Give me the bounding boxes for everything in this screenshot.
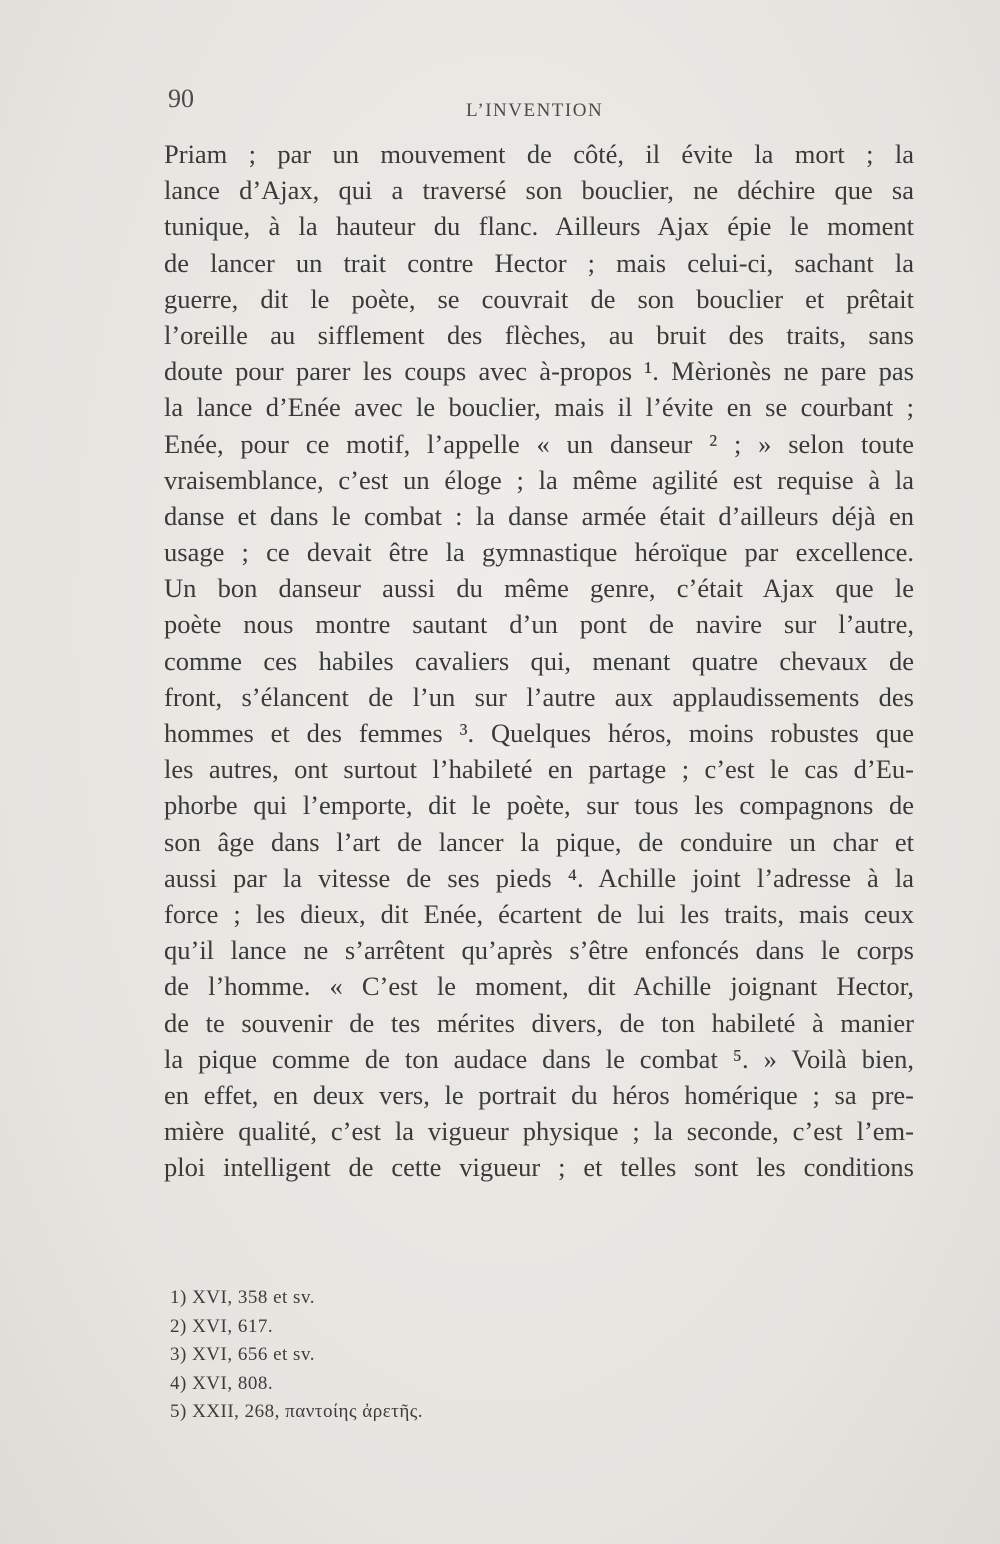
text-line: force ; les dieux, dit Enée, écartent de lui les traits, mais ceux xyxy=(164,898,914,929)
text-line: vraisemblance, c’est un éloge ; la même agilité est requise à la xyxy=(164,464,914,495)
text-line: phorbe qui l’emporte, dit le poète, sur tous les compagnons de xyxy=(164,790,914,821)
text-line: mière qualité, c’est la vigueur physique ; la seconde, c’est l’em- xyxy=(164,1116,914,1147)
text-line: hommes et des femmes ³. Quelques héros, moins robustes que xyxy=(164,718,914,748)
text-line: front, s’élancent de l’un sur l’autre aux applaudissements des xyxy=(164,681,914,712)
text-line: qu’il lance ne s’arrêtent qu’après s’être enfoncés dans le corps xyxy=(164,935,914,966)
text-line: poète nous montre sautant d’un pont de navire sur l’autre, xyxy=(164,609,914,640)
text-line: de te souvenir de tes mérites divers, de ton habileté à manier xyxy=(164,1007,914,1038)
text-line: Enée, pour ce motif, l’appelle « un danseur ² ; » selon toute xyxy=(164,428,914,459)
text-line: de lancer un trait contre Hector ; mais celui-ci, sachant la xyxy=(164,247,914,278)
text-line: de l’homme. « C’est le moment, dit Achille joignant Hector, xyxy=(164,971,914,1002)
text-line: doute pour parer les coups avec à-propos ¹. Mèrionès ne pare pas xyxy=(164,356,914,387)
text-line: les autres, ont surtout l’habileté en partage ; c’est le cas d’Eu- xyxy=(164,754,914,785)
text-line: aussi par la vitesse de ses pieds ⁴. Achille joint l’adresse à la xyxy=(164,862,914,893)
text-line: son âge dans l’art de lancer la pique, de conduire un char et xyxy=(164,826,914,857)
footnote: 3) XVI, 656 et sv. xyxy=(170,1344,315,1365)
footnote: 2) XVI, 617. xyxy=(170,1315,274,1337)
text-line: comme ces habiles cavaliers qui, menant quatre chevaux de xyxy=(164,645,914,676)
text-line: Priam ; par un mouvement de côté, il évite la mort ; la xyxy=(164,139,914,169)
text-line: guerre, dit le poète, se couvrait de son bouclier et prêtait xyxy=(164,283,914,314)
text-line: ploi intelligent de cette vigueur ; et telles sont les conditions xyxy=(164,1152,914,1183)
running-title: L’INVENTION xyxy=(466,100,604,121)
text-line: l’oreille au sifflement des flèches, au bruit des traits, sans xyxy=(164,319,914,350)
body-text xyxy=(164,136,914,1185)
footnote: 4) XVI, 808. xyxy=(170,1372,274,1394)
text-line: la pique comme de ton audace dans le combat ⁵. » Voilà bien, xyxy=(164,1043,914,1074)
text-line: danse et dans le combat : la danse armée était d’ailleurs déjà en xyxy=(164,500,914,531)
footnote: 1) XVI, 358 et sv. xyxy=(170,1287,315,1308)
text-line: usage ; ce devait être la gymnastique héroïque par excellence. xyxy=(164,537,914,568)
page-number: 90 xyxy=(168,84,194,113)
text-line: tunique, à la hauteur du flanc. Ailleurs Ajax épie le moment xyxy=(164,211,914,242)
text-line: lance d’Ajax, qui a traversé son bouclier, ne déchire que sa xyxy=(164,175,914,206)
footnotes xyxy=(170,1284,670,1427)
text-line: en effet, en deux vers, le portrait du héros homérique ; sa pre- xyxy=(164,1079,914,1110)
text-line: la lance d’Enée avec le bouclier, mais il l’évite en se courbant ; xyxy=(164,392,914,423)
footnote: 5) XXII, 268, παντοίης ἀρετῆς. xyxy=(170,1401,424,1422)
text-line: Un bon danseur aussi du même genre, c’était Ajax que le xyxy=(164,573,914,604)
